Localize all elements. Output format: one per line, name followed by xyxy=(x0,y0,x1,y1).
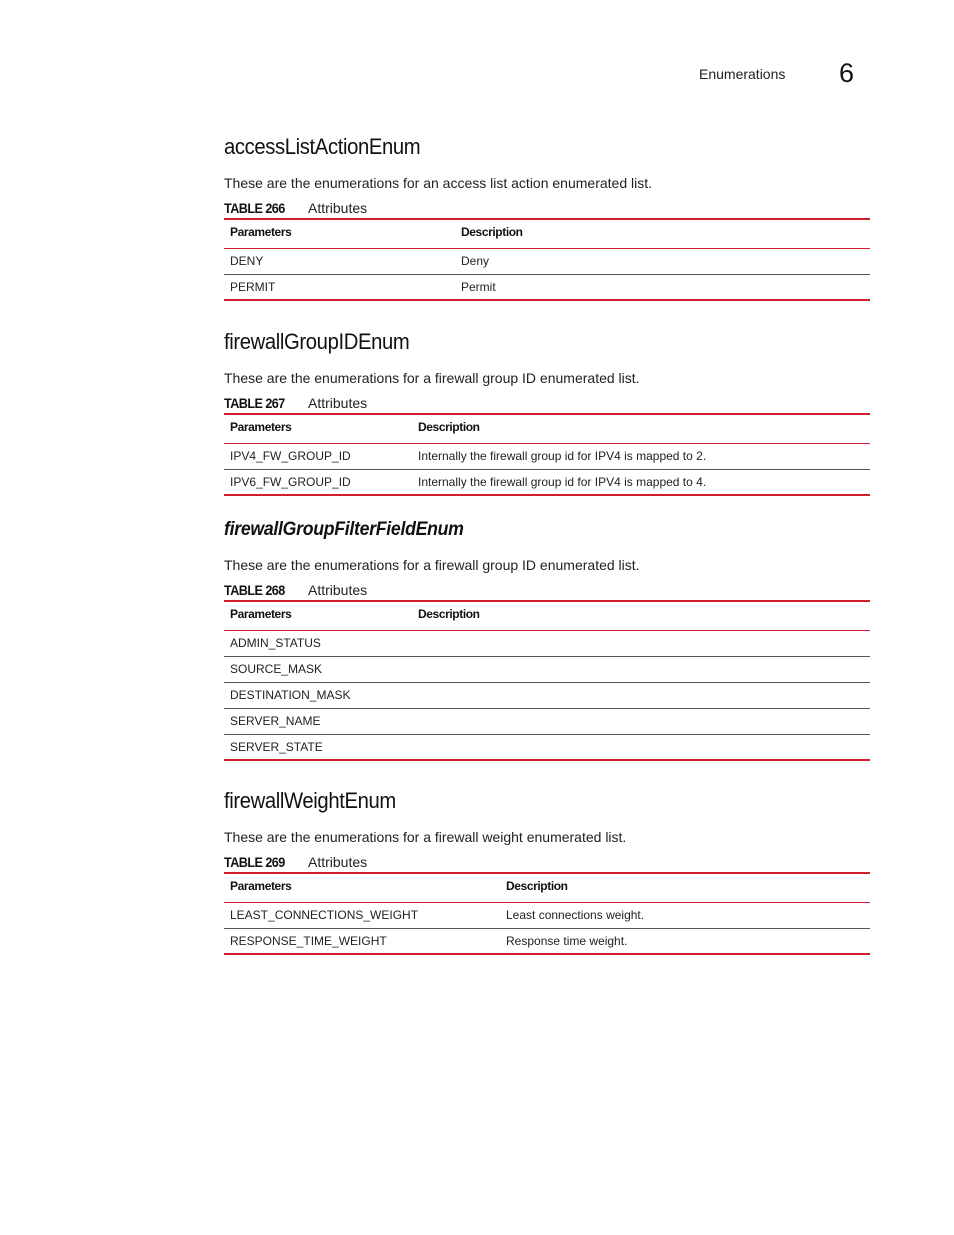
table-label: TABLE 268 xyxy=(224,582,285,598)
description-cell xyxy=(412,656,870,682)
column-header-description: Description xyxy=(412,414,870,443)
column-header-description: Description xyxy=(455,219,870,248)
column-header-parameters: Parameters xyxy=(224,414,412,443)
parameter-cell: SERVER_NAME xyxy=(224,708,412,734)
parameter-cell: SOURCE_MASK xyxy=(224,656,412,682)
table-caption-text: Attributes xyxy=(308,854,368,870)
section-intro: These are the enumerations for a firewall weight enumerated list. xyxy=(224,829,627,845)
table-header-row xyxy=(224,219,870,248)
description-cell: Internally the firewall group id for IPV4 is mapped to 2. xyxy=(412,443,870,469)
table-row xyxy=(224,469,870,495)
column-header-parameters: Parameters xyxy=(224,601,412,630)
table-label: TABLE 266 xyxy=(224,200,285,216)
column-header-description: Description xyxy=(500,873,870,902)
description-cell xyxy=(412,682,870,708)
parameter-cell: DENY xyxy=(224,248,455,274)
table-caption-text: Attributes xyxy=(308,582,368,598)
description-cell: Response time weight. xyxy=(500,928,870,954)
running-header-title: Enumerations xyxy=(699,66,786,82)
column-header-parameters: Parameters xyxy=(224,873,500,902)
table-row xyxy=(224,928,870,954)
table-label: TABLE 269 xyxy=(224,854,285,870)
parameter-cell: LEAST_CONNECTIONS_WEIGHT xyxy=(224,902,500,928)
description-cell: Deny xyxy=(455,248,870,274)
running-header xyxy=(0,58,954,88)
subsection-heading: firewallGroupFilterFieldEnum xyxy=(224,519,464,540)
section-firewall-group-id-enum xyxy=(224,329,870,496)
parameter-cell: DESTINATION_MASK xyxy=(224,682,412,708)
section-intro: These are the enumerations for an access list action enumerated list. xyxy=(224,175,652,191)
column-header-parameters: Parameters xyxy=(224,219,455,248)
section-firewall-group-filter-field-enum xyxy=(224,518,870,761)
description-cell xyxy=(412,630,870,656)
description-cell: Internally the firewall group id for IPV4 is mapped to 4. xyxy=(412,469,870,495)
table-row xyxy=(224,734,870,760)
section-intro: These are the enumerations for a firewall group ID enumerated list. xyxy=(224,557,640,573)
table-row xyxy=(224,656,870,682)
parameter-cell: RESPONSE_TIME_WEIGHT xyxy=(224,928,500,954)
description-cell xyxy=(412,734,870,760)
chapter-number: 6 xyxy=(839,58,855,88)
parameter-cell: SERVER_STATE xyxy=(224,734,412,760)
table-caption xyxy=(224,393,870,413)
section-firewall-weight-enum xyxy=(224,788,870,955)
section-heading: firewallWeightEnum xyxy=(224,788,396,813)
table-row xyxy=(224,708,870,734)
parameter-cell: IPV6_FW_GROUP_ID xyxy=(224,469,412,495)
table-caption-text: Attributes xyxy=(308,200,368,216)
table-row xyxy=(224,682,870,708)
table-header-row xyxy=(224,601,870,630)
parameter-cell: IPV4_FW_GROUP_ID xyxy=(224,443,412,469)
parameter-cell: PERMIT xyxy=(224,274,455,300)
attributes-table xyxy=(224,413,870,496)
table-caption xyxy=(224,198,870,218)
section-heading: firewallGroupIDEnum xyxy=(224,329,410,354)
description-cell: Permit xyxy=(455,274,870,300)
attributes-table xyxy=(224,600,870,761)
table-row xyxy=(224,443,870,469)
attributes-table xyxy=(224,218,870,301)
table-row xyxy=(224,630,870,656)
attributes-table xyxy=(224,872,870,955)
table-header-row xyxy=(224,414,870,443)
description-cell xyxy=(412,708,870,734)
section-intro: These are the enumerations for a firewall group ID enumerated list. xyxy=(224,370,640,386)
section-access-list-action-enum xyxy=(224,134,870,301)
description-cell: Least connections weight. xyxy=(500,902,870,928)
table-caption xyxy=(224,852,870,872)
table-row xyxy=(224,274,870,300)
column-header-description: Description xyxy=(412,601,870,630)
table-row xyxy=(224,248,870,274)
table-header-row xyxy=(224,873,870,902)
table-caption-text: Attributes xyxy=(308,395,368,411)
section-heading: accessListActionEnum xyxy=(224,134,421,159)
table-row xyxy=(224,902,870,928)
table-label: TABLE 267 xyxy=(224,395,285,411)
table-caption xyxy=(224,580,870,600)
parameter-cell: ADMIN_STATUS xyxy=(224,630,412,656)
